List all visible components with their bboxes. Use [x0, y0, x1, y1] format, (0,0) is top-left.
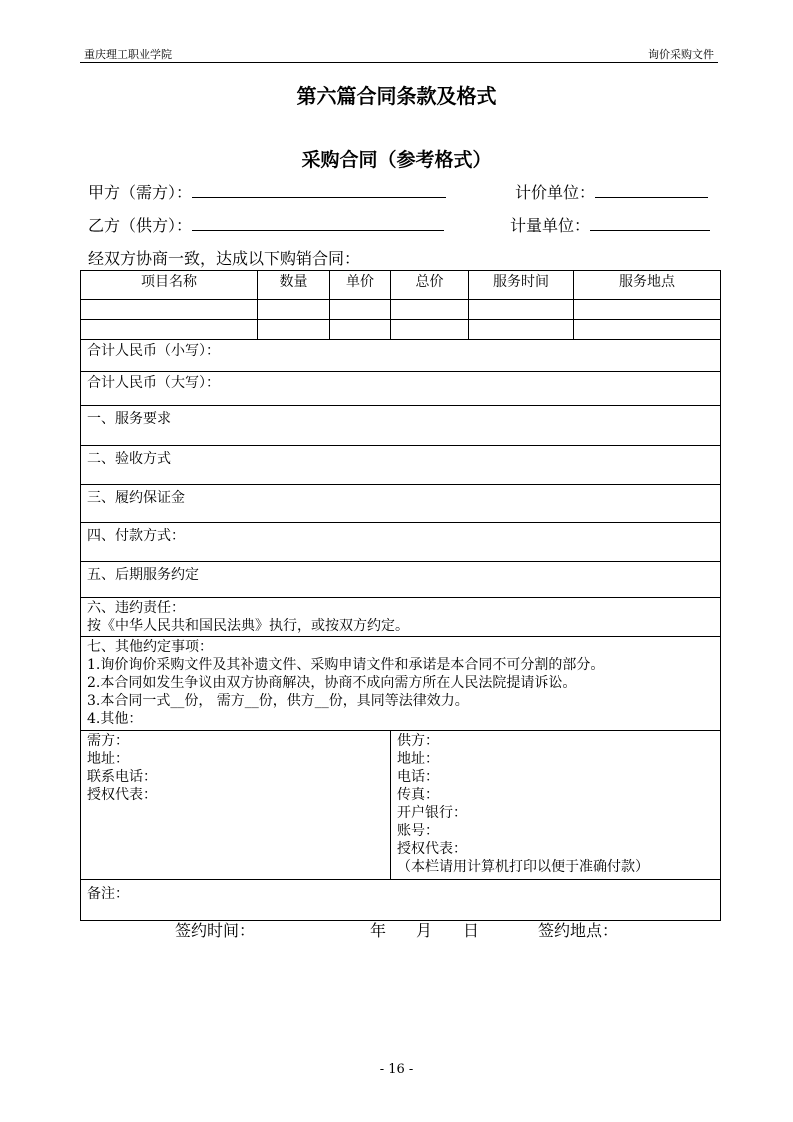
- table-cell[interactable]: [258, 300, 330, 320]
- supplier-account: 账号：: [397, 823, 439, 839]
- sign-month-label: 月: [416, 921, 433, 940]
- page-title: 第六篇合同条款及格式: [296, 84, 497, 108]
- page-number: - 16 -: [379, 1062, 414, 1077]
- column-header: 数量: [258, 271, 330, 300]
- breach-liability-section[interactable]: [81, 598, 721, 637]
- party-a-line: [88, 180, 446, 203]
- column-header: 项目名称: [81, 271, 258, 300]
- party-b-blank[interactable]: [192, 216, 444, 231]
- supplier-representative: 授权代表：: [397, 841, 467, 857]
- price-unit-blank[interactable]: [595, 183, 708, 198]
- sign-place-label: 签约地点：: [538, 921, 619, 940]
- section-row: [81, 485, 721, 523]
- supplier-address: 地址：: [397, 751, 439, 767]
- table-cell[interactable]: [81, 300, 258, 320]
- section-row: [81, 406, 721, 446]
- table-cell[interactable]: [469, 300, 574, 320]
- other-term-item: 3.本合同一式__份， 需方__份，供方__份，具同等法律效力。: [87, 693, 469, 709]
- contract-title: 采购合同（参考格式）: [301, 149, 492, 171]
- table-row: [81, 300, 721, 320]
- supplier-phone: 电话：: [397, 769, 439, 785]
- column-header: 单价: [330, 271, 391, 300]
- total-big-row: [81, 372, 721, 406]
- table-header-row: [81, 271, 721, 300]
- party-a-blank[interactable]: [192, 183, 446, 198]
- acceptance-method-section[interactable]: 二、验收方式: [81, 446, 721, 485]
- measure-unit-line: [510, 213, 710, 236]
- party-b-label: 乙方（供方）：: [88, 216, 193, 235]
- total-big-label[interactable]: 合计人民币（大写）：: [81, 372, 721, 406]
- performance-bond-section[interactable]: 三、履约保证金: [81, 485, 721, 523]
- other-term-item: 4.其他：: [87, 711, 143, 727]
- payment-method-section[interactable]: 四、付款方式：: [81, 523, 721, 562]
- other-terms-title: 七、其他约定事项：: [87, 639, 213, 655]
- after-service-section[interactable]: 五、后期服务约定: [81, 562, 721, 598]
- table-cell[interactable]: [391, 300, 469, 320]
- supplier-label: 供方：: [397, 733, 439, 749]
- other-term-item: 1.询价询价采购文件及其补遗文件、采购申请文件和承诺是本合同不可分割的部分。: [87, 657, 605, 673]
- other-terms-section[interactable]: [81, 637, 721, 731]
- buyer-phone: 联系电话：: [87, 769, 157, 785]
- buyer-label: 需方：: [87, 733, 129, 749]
- table-cell[interactable]: [330, 320, 391, 340]
- table-row: [81, 320, 721, 340]
- service-requirements-section[interactable]: 一、服务要求: [81, 406, 721, 446]
- header-school-name: 重庆理工职业学院: [84, 48, 172, 61]
- table-cell[interactable]: [258, 320, 330, 340]
- table-cell[interactable]: [391, 320, 469, 340]
- price-unit-label: 计价单位：: [515, 183, 596, 202]
- buyer-representative: 授权代表：: [87, 787, 157, 803]
- price-unit-line: [515, 180, 708, 203]
- other-terms-row: [81, 637, 721, 731]
- buyer-address: 地址：: [87, 751, 129, 767]
- section-row: [81, 523, 721, 562]
- remark-row: [81, 880, 721, 921]
- supplier-note: （本栏请用计算机打印以便于准确付款）: [397, 859, 649, 875]
- supplier-info[interactable]: [391, 731, 721, 880]
- total-small-label[interactable]: 合计人民币（小写）：: [81, 340, 721, 372]
- column-header: 服务地点: [574, 271, 721, 300]
- signature-row: [81, 731, 721, 880]
- supplier-bank: 开户银行：: [397, 805, 467, 821]
- buyer-info[interactable]: [81, 731, 391, 880]
- contract-intro: 经双方协商一致，达成以下购销合同：: [88, 249, 361, 268]
- table-cell[interactable]: [574, 300, 721, 320]
- table-cell[interactable]: [81, 320, 258, 340]
- header-divider: [80, 62, 718, 63]
- sign-day-label: 日: [463, 921, 480, 940]
- other-term-item: 2.本合同如发生争议由双方协商解决，协商不成向需方所在人民法院提请诉讼。: [87, 675, 577, 691]
- section-row: [81, 562, 721, 598]
- breach-row: [81, 598, 721, 637]
- breach-text: 按《中华人民共和国民法典》执行，或按双方约定。: [87, 618, 409, 634]
- remark-section[interactable]: 备注：: [81, 880, 721, 921]
- header-document-name: 询价采购文件: [648, 48, 714, 61]
- section-row: [81, 446, 721, 485]
- party-a-label: 甲方（需方）：: [88, 183, 193, 202]
- sign-year-label: 年: [370, 921, 387, 940]
- sign-time-label: 签约时间：: [175, 921, 256, 940]
- measure-unit-label: 计量单位：: [510, 216, 591, 235]
- party-b-line: [88, 213, 444, 236]
- breach-title: 六、违约责任：: [87, 600, 185, 616]
- column-header: 服务时间: [469, 271, 574, 300]
- page-header: [80, 44, 718, 62]
- table-cell[interactable]: [574, 320, 721, 340]
- contract-table: [80, 270, 721, 921]
- measure-unit-blank[interactable]: [590, 216, 710, 231]
- column-header: 总价: [391, 271, 469, 300]
- table-cell[interactable]: [330, 300, 391, 320]
- table-cell[interactable]: [469, 320, 574, 340]
- total-small-row: [81, 340, 721, 372]
- supplier-fax: 传真：: [397, 787, 439, 803]
